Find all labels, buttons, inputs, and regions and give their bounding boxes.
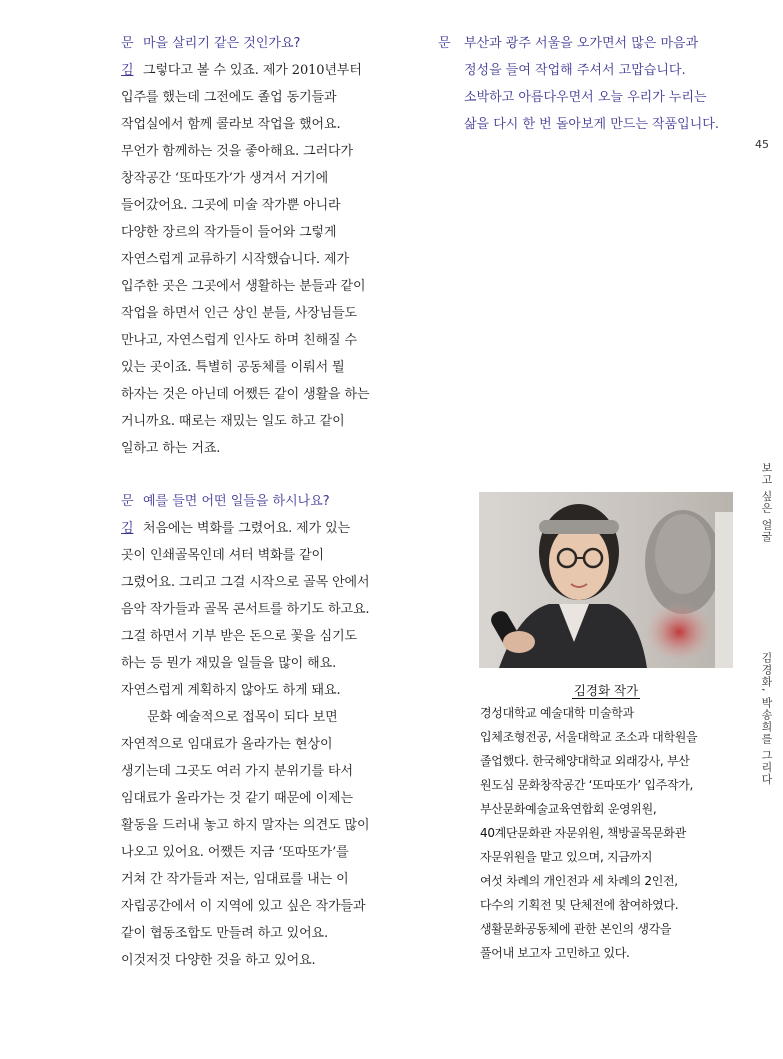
answer-line: 만나고, 자연스럽게 인사도 하며 친해질 수 — [121, 333, 357, 348]
answer-1 — [121, 57, 421, 462]
answer-line: 하자는 것은 아닌데 어쨌든 같이 생활을 하는 — [121, 387, 370, 402]
answer-line: 같이 협동조합도 만들려 하고 있어요. — [121, 926, 329, 941]
answer-line: 입주를 했는데 그전에도 졸업 동기들과 — [121, 90, 337, 105]
interview-left-column — [121, 30, 421, 974]
answer-line: 문화 예술적으로 접목이 되다 보면 — [147, 710, 338, 725]
answer-line: 거쳐 간 작가들과 저는, 임대료를 내는 이 — [121, 872, 349, 887]
question-1 — [121, 30, 421, 57]
bio-line: 졸업했다. 한국해양대학교 외래강사, 부산 — [480, 754, 690, 768]
answer-line: 하는 등 뭔가 재밌을 일들을 많이 해요. — [121, 656, 337, 671]
answer-line: 작업을 하면서 인근 상인 분들, 사장님들도 — [121, 306, 357, 321]
artist-portrait-photo — [479, 492, 733, 668]
page-number: 45 — [755, 138, 769, 151]
answer-line: 들어갔어요. 그곳에 미술 작가뿐 아니라 — [121, 198, 341, 213]
question-mark: 문 — [121, 494, 134, 509]
question-mark: 문 — [121, 36, 134, 51]
answer-line: 있는 곳이죠. 특별히 공동체를 이뤄서 뭘 — [121, 360, 345, 375]
question-2 — [121, 488, 421, 515]
answer-line: 거니까요. 때로는 재밌는 일도 하고 같이 — [121, 414, 345, 429]
artist-name: 김경화 작가 — [573, 683, 639, 698]
answer-line: 자연적으로 임대료가 올라가는 현상이 — [121, 737, 333, 752]
answer-line: 임대료가 올라가는 것 같기 때문에 이제는 — [121, 791, 353, 806]
running-header-bottom: 김경화, 박송희를 그리다 — [760, 652, 773, 786]
bio-line: 40계단문화관 자문위원, 책방골목문화관 — [480, 826, 686, 840]
bio-line: 풀어내 보고자 고민하고 있다. — [480, 946, 630, 960]
answer-line: 그걸 하면서 기부 받은 돈으로 꽃을 심기도 — [121, 629, 357, 644]
question-mark: 문 — [438, 36, 451, 51]
answer-2 — [121, 515, 421, 974]
answer-line: 무언가 함께하는 것을 좋아해요. 그러다가 — [121, 144, 353, 159]
answer-mark: 김 — [121, 521, 134, 536]
bio-line: 원도심 문화창작공간 ‘또따또가’ 입주작가, — [480, 778, 694, 792]
question-text: 마을 살리기 같은 것인가요? — [143, 36, 301, 51]
answer-line: 음악 작가들과 골목 콘서트를 하기도 하고요. — [121, 602, 370, 617]
answer-line: 이것저것 다양한 것을 하고 있어요. — [121, 953, 316, 968]
question-line: 부산과 광주 서울을 오가면서 많은 마음과 — [464, 36, 699, 51]
caption-title — [479, 681, 733, 699]
answer-line: 작업실에서 함께 콜라보 작업을 했어요. — [121, 117, 341, 132]
answer-line: 나오고 있어요. 어쨌든 지금 ‘또따또가’를 — [121, 845, 349, 860]
answer-line: 자연스럽게 교류하기 시작했습니다. 제가 — [121, 252, 349, 267]
answer-line: 그렸어요. 그리고 그걸 시작으로 골목 안에서 — [121, 575, 370, 590]
answer-line: 그렇다고 볼 수 있죠. 제가 2010년부터 — [143, 63, 362, 78]
question-line: 정성을 들여 작업해 주셔서 고맙습니다. — [464, 63, 686, 78]
running-header-top: 보고 싶은 얼굴 — [760, 462, 773, 543]
answer-line: 창작공간 ‘또따또가’가 생겨서 거기에 — [121, 171, 329, 186]
question-line: 소박하고 아름다우면서 오늘 우리가 누리는 — [464, 90, 707, 105]
question-text: 예를 들면 어떤 일들을 하시나요? — [143, 494, 330, 509]
bio-line: 입체조형전공, 서울대학교 조소과 대학원을 — [480, 730, 698, 744]
answer-line: 입주한 곳은 그곳에서 생활하는 분들과 같이 — [121, 279, 366, 294]
answer-line: 다양한 장르의 작가들이 들어와 그렇게 — [121, 225, 337, 240]
artist-bio — [480, 701, 760, 965]
answer-line: 자연스럽게 계획하지 않아도 하게 돼요. — [121, 683, 341, 698]
answer-line: 활동을 드러내 놓고 하지 말자는 의견도 많이 — [121, 818, 370, 833]
answer-mark: 김 — [121, 63, 134, 78]
answer-line: 곳이 인쇄골목인데 셔터 벽화를 같이 — [121, 548, 324, 563]
closing-question — [438, 30, 738, 138]
bio-line: 여섯 차례의 개인전과 세 차례의 2인전, — [480, 874, 678, 888]
bio-line: 다수의 기획전 및 단체전에 참여하였다. — [480, 898, 679, 912]
portrait-illustration — [479, 492, 733, 668]
bio-line: 부산문화예술교육연합회 운영위원, — [480, 802, 657, 816]
answer-line: 일하고 하는 거죠. — [121, 441, 221, 456]
bio-line: 자문위원을 맡고 있으며, 지금까지 — [480, 850, 653, 864]
answer-line: 처음에는 벽화를 그렸어요. 제가 있는 — [143, 521, 351, 536]
bio-line: 생활문화공동체에 관한 본인의 생각을 — [480, 922, 672, 936]
question-line: 삶을 다시 한 번 돌아보게 만드는 작품입니다. — [464, 117, 719, 132]
answer-line: 자립공간에서 이 지역에 있고 싶은 작가들과 — [121, 899, 366, 914]
bio-line: 경성대학교 예술대학 미술학과 — [480, 706, 634, 720]
answer-line: 생기는데 그곳도 여러 가지 분위기를 타서 — [121, 764, 353, 779]
